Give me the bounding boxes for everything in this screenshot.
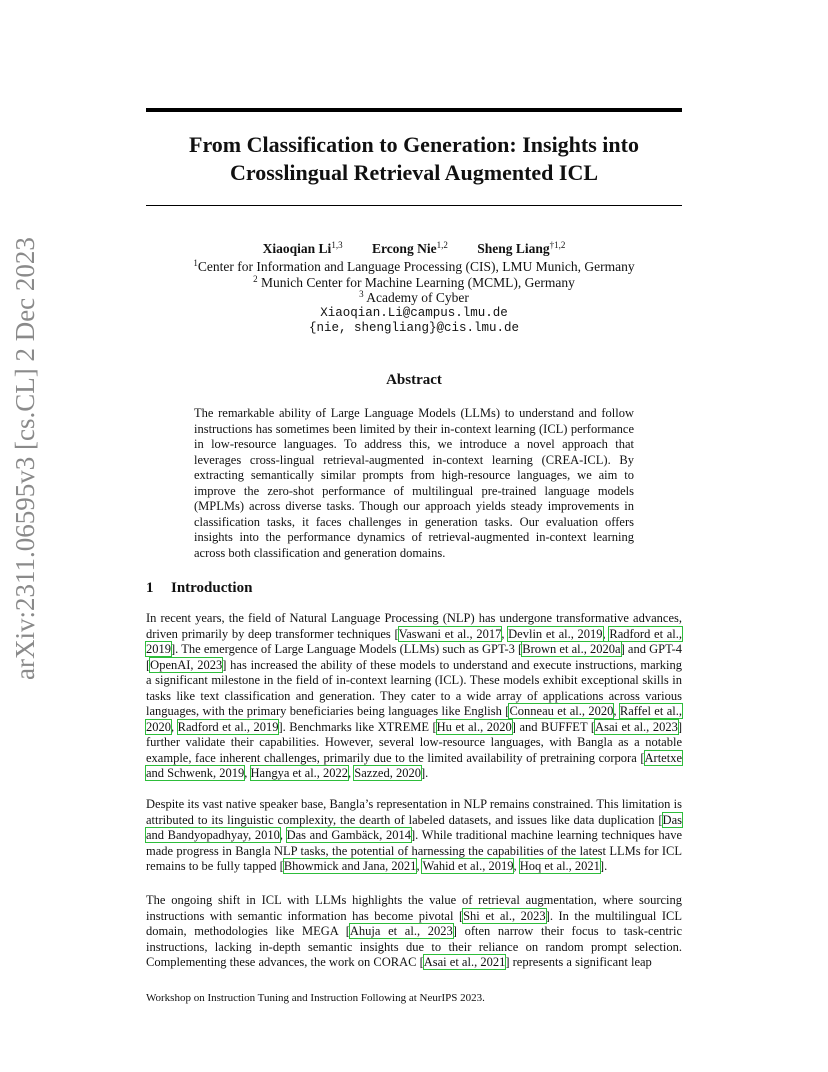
affiliation-line: $^1$Center for Information and Language Processing (CIS), LMU Munich, Germany xyxy=(193,258,635,274)
affiliation-line: $^2$ Munich Center for Machine Learning (MCML), Germany xyxy=(253,273,575,290)
affiliation-block xyxy=(146,259,682,337)
citation-link[interactable]: Wahid et al., 2019 xyxy=(422,859,514,873)
email-line: Xiaoqian.Li@campus.lmu.de xyxy=(320,305,508,320)
author: Sheng Liang$^{\dagger 1,2}$ xyxy=(477,240,566,256)
citation-link[interactable]: Hoq et al., 2021 xyxy=(519,859,600,873)
abstract-heading: Abstract xyxy=(386,372,442,388)
citation-link[interactable]: Radford et al., 2019 xyxy=(146,626,683,656)
section-title: Introduction xyxy=(171,580,253,596)
email-line: {nie, shengliang}@cis.lmu.de xyxy=(308,321,520,335)
citation-link[interactable]: Hu et al., 2020 xyxy=(436,719,512,734)
citation-link[interactable]: Devlin et al., 2019 xyxy=(508,626,603,641)
section-number: 1 xyxy=(146,580,154,596)
body-paragraph: In recent years, the field of Natural Language Processing (NLP) has undergone transformative advances, driven primarily by deep transformer techniques [Vaswani et al., 2017, Devlin et al., 2019, Radford et al., 2019]. The emergence of Large Language Models (LLMs) such as GPT-3 [Brown et al., 2020a] and GPT-4 [OpenAI, 2023] has increased the ability of these models to understand and execute instructions, marking a significant milestone in the field of in-context learning (ICL). These models exhibit exceptional skills in tasks like text classification and generation. They cater to a wide array of applications across various languages, with the primary beneficiaries being languages like English [Conneau et al., 2020, Raffel et al., 2020, Radford et al., 2019]. Benchmarks like XTREME [Hu et al., 2020] and BUFFET [Asai et al., 2023] further validate their capabilities. However, several low-resource languages, with Bangla as a notable example, face inherent challenges, primarily due to the limited availability of pretraining corpora [Artetxe and Schwenk, 2019, Hangya et al., 2022, Sazzed, 2020]. xyxy=(146,611,683,780)
citation-link[interactable]: Radford et al., 2019 xyxy=(177,719,279,734)
body-paragraph: Despite its vast native speaker base, Bangla’s representation in NLP remains constrained. This limitation is attributed to its linguistic complexity, the dearth of labeled datasets, and issues like data duplication [Das and Bandyopadhyay, 2010, Das and Gambäck, 2014]. While traditional machine learning techniques have made progress in Bangla NLP tasks, the potential of harnessing the capabilities of the latest LLMs for ICL remains to be fully tapped [Bhowmick and Jana, 2021, Wahid et al., 2019, Hoq et al., 2021]. xyxy=(146,797,683,873)
citation-link[interactable]: Brown et al., 2020a xyxy=(522,642,621,656)
body-paragraph: The ongoing shift in ICL with LLMs highlights the value of retrieval augmentation, where sourcing instructions with semantic information has become pivotal [Shi et al., 2023]. In the multilingual ICL domain, methodologies like MEGA [Ahuja et al., 2023] often narrow their focus to task-centric instructions, lacking in-depth semantic insights due to their reliance on random prompt selection. Complementing these advances, the work on CORAC [Asai et al., 2021] represents a significant leap xyxy=(146,893,683,969)
citation-link[interactable]: Shi et al., 2023 xyxy=(463,908,546,923)
title-bottom-rule xyxy=(146,205,682,206)
citation-link[interactable]: Vaswani et al., 2017 xyxy=(398,626,502,641)
author: Ercong Nie$^{1,2}$ xyxy=(371,240,448,256)
citation-link[interactable]: Bhowmick and Jana, 2021 xyxy=(283,859,417,873)
paper-title: From Classification to Generation: Insights into Crosslingual Retrieval Augmented ICL xyxy=(189,132,639,185)
author: Xiaoqian Li$^{1,3}$ xyxy=(262,240,343,256)
citation-link[interactable]: Ahuja et al., 2023 xyxy=(349,924,453,938)
author-list xyxy=(146,241,682,256)
citation-link[interactable]: Das and Gambäck, 2014 xyxy=(286,828,411,842)
citation-link[interactable]: Hangya et al., 2022 xyxy=(250,766,349,780)
affiliation-line: $^3$ Academy of Cyber xyxy=(359,289,469,305)
citation-link[interactable]: Das and Bandyopadhyay, 2010 xyxy=(146,812,682,842)
arxiv-identifier-stamp: arXiv:2311.06595v3 [cs.CL] 2 Dec 2023 xyxy=(10,237,40,680)
section-heading xyxy=(146,580,252,597)
citation-link[interactable]: Asai et al., 2023 xyxy=(595,719,678,734)
citation-link[interactable]: OpenAI, 2023 xyxy=(150,657,223,672)
abstract-text: The remarkable ability of Large Language Models (LLMs) to understand and follow instructions has sometimes been limited by their in-context learning (ICL) performance in low-resource languages. To address this, we introduce a novel approach that leverages cross-lingual retrieval-augmented in-context learning (CREA-ICL). By extracting semantically similar prompts from high-resource languages, we aim to improve the zero-shot performance of multilingual pre-trained language models (MPLMs) across diverse tasks. Though our approach yields steady improvements in classification tasks, it faces challenges in generation tasks. Our evaluation offers insights into the performance dynamics of retrieval-augmented in-context learning across both classification and generation domains. xyxy=(194,406,634,560)
citation-link[interactable]: Artetxe and Schwenk, 2019 xyxy=(146,750,682,780)
title-top-rule xyxy=(146,108,682,112)
citation-link[interactable]: Raffel et al., 2020 xyxy=(146,704,682,734)
venue-footnote: Workshop on Instruction Tuning and Instruction Following at NeurIPS 2023. xyxy=(146,992,485,1004)
citation-link[interactable]: Conneau et al., 2020 xyxy=(509,704,614,718)
citation-link[interactable]: Asai et al., 2021 xyxy=(423,955,506,969)
citation-link[interactable]: Sazzed, 2020 xyxy=(354,766,421,780)
